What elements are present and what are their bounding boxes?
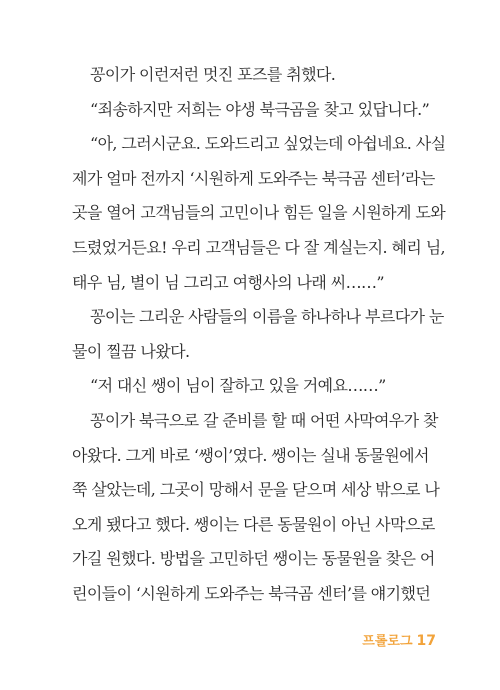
dialogue-line: “죄송하지만 저희는 야생 북극곰을 찾고 있답니다.” <box>90 99 430 119</box>
section-title: 프롤로그 <box>362 634 413 649</box>
paragraph-line: 드렸었거든요! 우리 고객님들은 다 잘 계실는지. 혜리 님, <box>72 237 446 257</box>
paragraph-line: 오게 됐다고 했다. 쌩이는 다른 동물원이 아닌 사막으로 <box>72 514 435 534</box>
paragraph-line: 가길 원했다. 방법을 고민하던 쌩이는 동물원을 찾은 어 <box>72 549 435 569</box>
dialogue-line: “저 대신 쌩이 님이 잘하고 있을 거예요……” <box>90 376 386 396</box>
paragraph-line: 꽁이는 그리운 사람들의 이름을 하나하나 부르다가 눈 <box>90 307 444 327</box>
paragraph-line: 물이 찔끔 나왔다. <box>72 341 190 361</box>
body-text <box>72 58 446 612</box>
paragraph-line: 아왔다. 그게 바로 ‘쌩이’였다. 쌩이는 실내 동물원에서 <box>72 445 429 465</box>
paragraph-line: 제가 얼마 전까지 ‘시원하게 도와주는 북극곰 센터’라는 <box>72 168 435 188</box>
paragraph-line: 꽁이가 북극으로 갈 준비를 할 때 어떤 사막여우가 찾 <box>90 410 438 430</box>
paragraph-line: 린이들이 ‘시원하게 도와주는 북극곰 센터’를 얘기했던 <box>72 583 431 603</box>
page-number: 17 <box>416 633 436 649</box>
paragraph-line: 쭉 살았는데, 그곳이 망해서 문을 닫으며 세상 밖으로 나 <box>72 480 440 500</box>
paragraph-line: 곳을 열어 고객님들의 고민이나 힘든 일을 시원하게 도와 <box>72 203 446 223</box>
dialogue-line: “아, 그러시군요. 도와드리고 싶었는데 아쉽네요. 사실 <box>90 134 446 154</box>
paragraph-line: 꽁이가 이런저런 멋진 포즈를 취했다. <box>90 65 336 84</box>
page-footer <box>362 630 436 649</box>
paragraph-line: 태우 님, 별이 님 그리고 여행사의 나래 씨……” <box>72 272 384 292</box>
